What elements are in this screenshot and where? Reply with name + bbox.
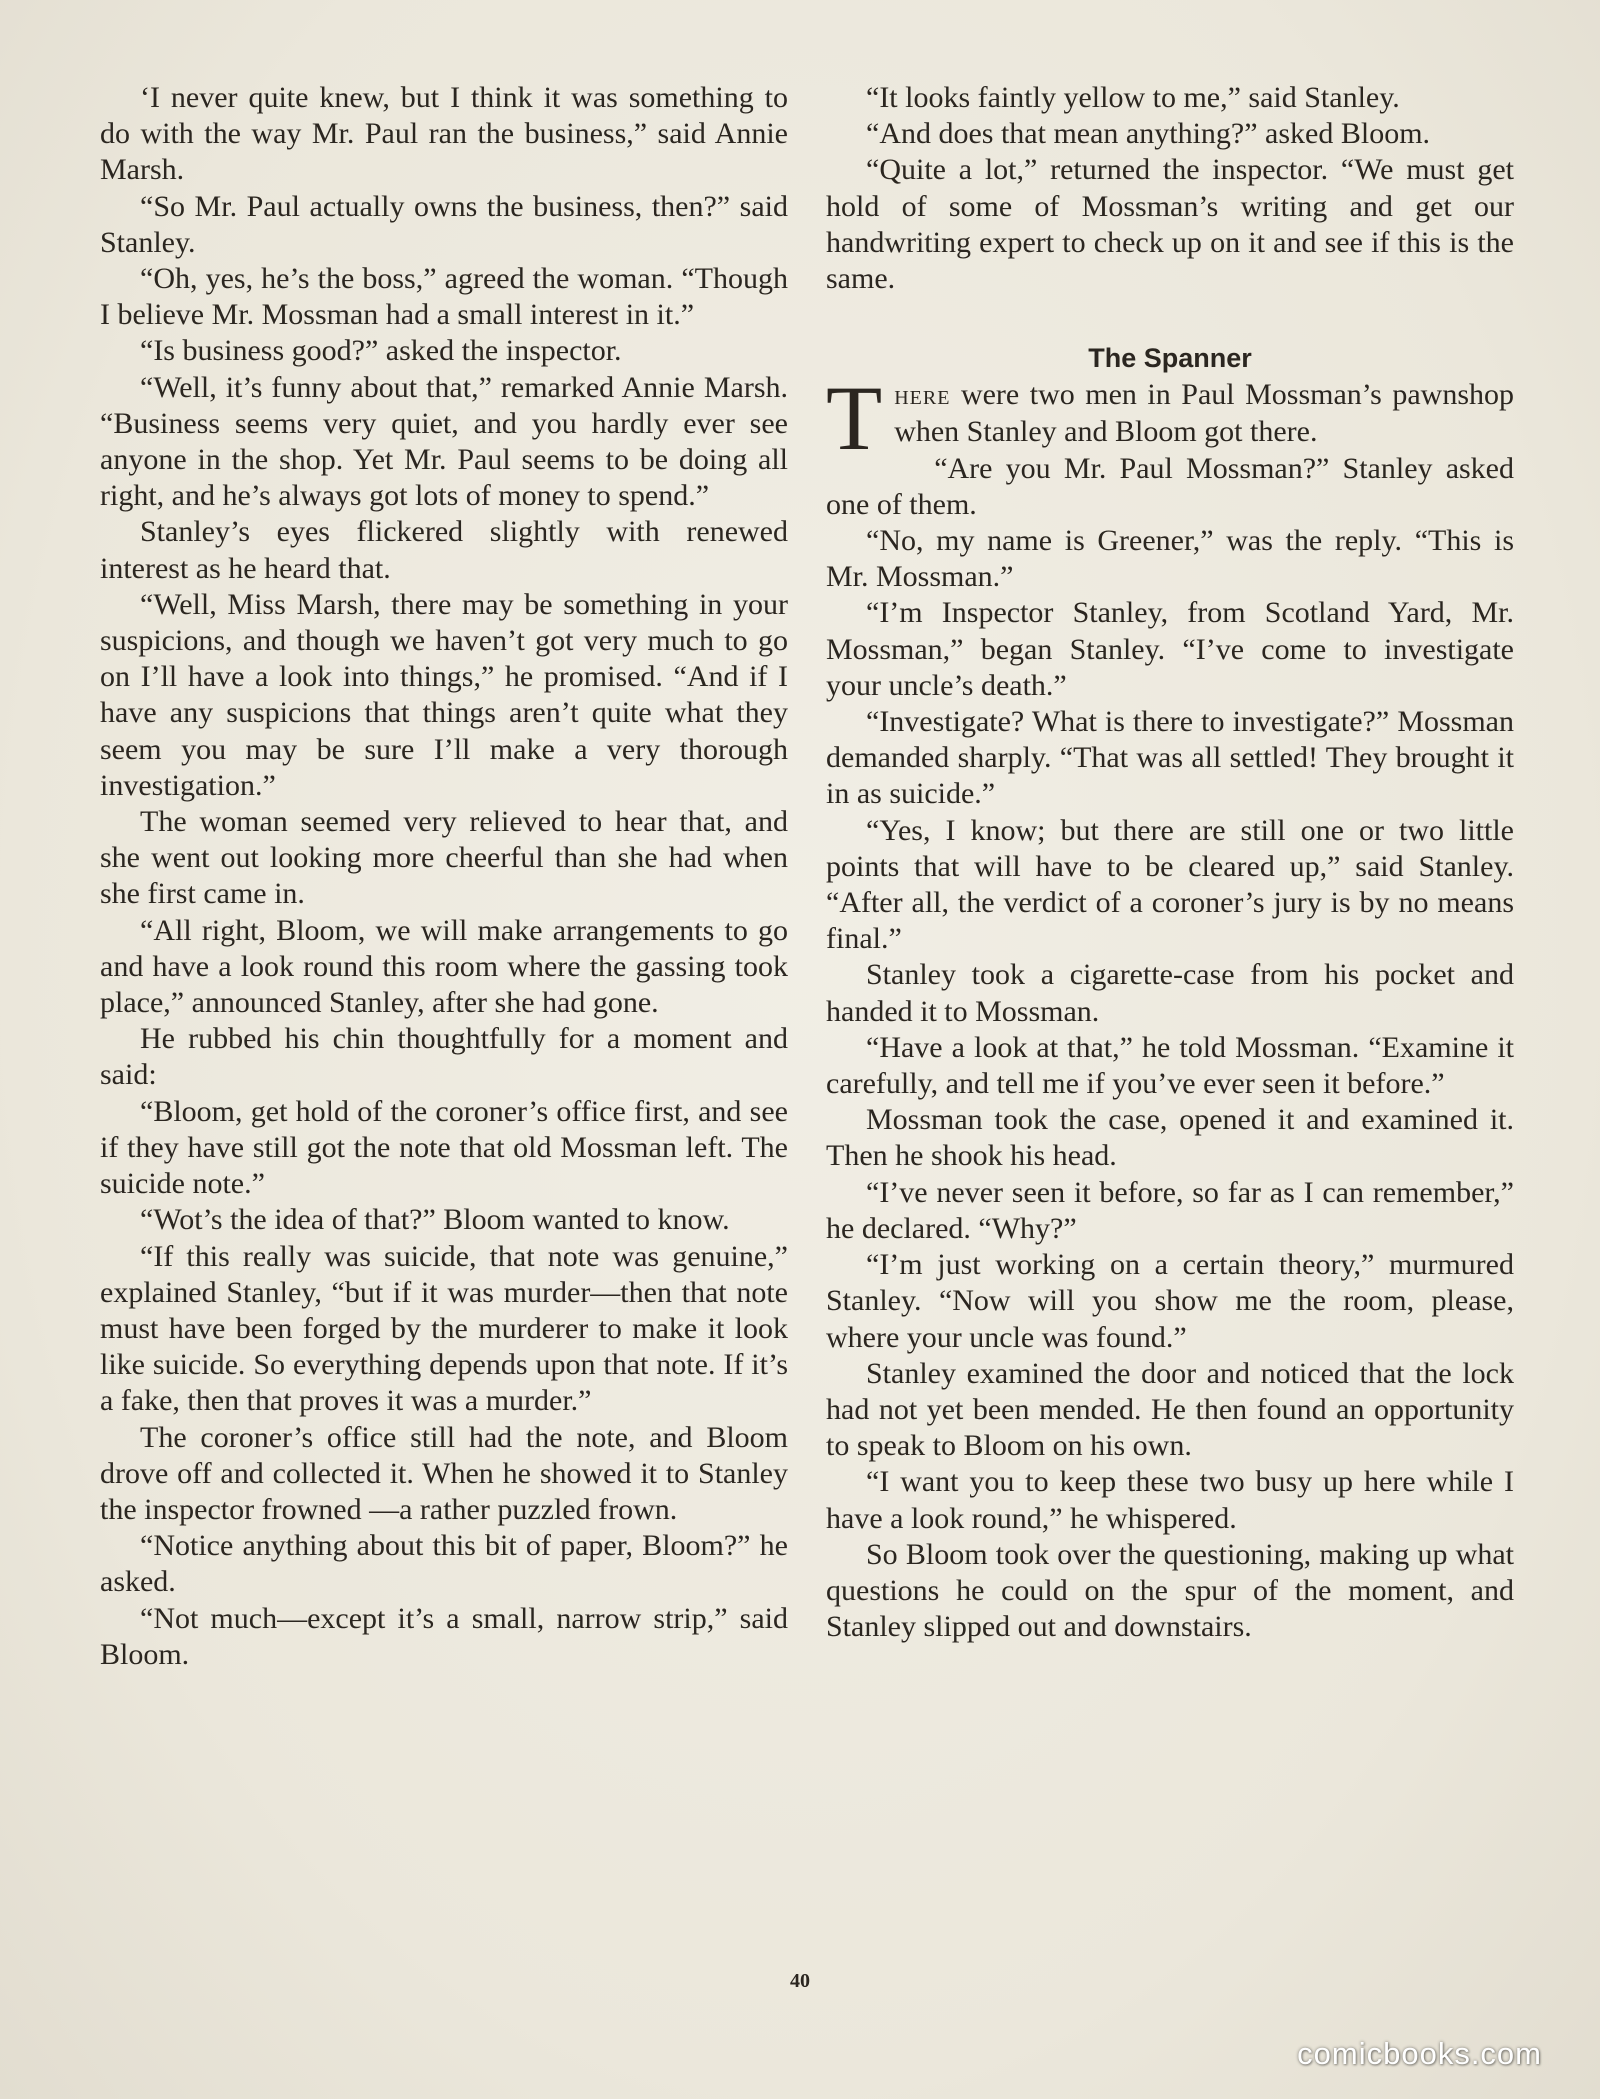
paragraph: “Well, it’s funny about that,” remarked Annie Marsh. “Business seems very quiet, and you hardly ever see anyone in the shop. Yet Mr. Paul seems to be doing all right, and he’s always got lots of money to spend.” — [100, 370, 788, 513]
paragraph: ‘I never quite knew, but I think it was something to do with the way Mr. Paul ran the business,” said Annie Marsh. — [100, 81, 788, 187]
paragraph: “I’m just working on a certain theory,” murmured Stanley. “Now will you show me the room, please, where your uncle was found.” — [826, 1248, 1514, 1354]
page-number: 40 — [790, 1970, 810, 1992]
paragraph: “Have a look at that,” he told Mossman. “Examine it carefully, and tell me if you’ve ever seen it before.” — [826, 1030, 1514, 1101]
section-heading: The Spanner — [1088, 343, 1252, 374]
paragraph: Stanley examined the door and noticed that the lock had not yet been mended. He then found an opportunity to speak to Bloom on his own. — [826, 1356, 1514, 1463]
drop-cap-letter: T — [826, 367, 883, 470]
paragraph: “Oh, yes, he’s the boss,” agreed the woman. “Though I believe Mr. Mossman had a small interest in it.” — [100, 262, 788, 332]
paragraph: “It looks faintly yellow to me,” said Stanley. — [866, 81, 1400, 114]
paragraph: “I’m Inspector Stanley, from Scotland Yard, Mr. Mossman,” began Stanley. “I’ve come to investigate your uncle’s death.” — [826, 596, 1514, 702]
paragraph: Mossman took the case, opened it and examined it. Then he shook his head. — [826, 1103, 1514, 1173]
paragraph: “I’ve never seen it before, so far as I can remember,” he declared. “Why?” — [826, 1175, 1514, 1245]
paragraph: “Yes, I know; but there are still one or two little points that will have to be cleared up,” said Stanley. “After all, the verdict of a coroner’s jury is by no means final.” — [826, 813, 1514, 956]
left-column — [100, 80, 788, 1673]
paragraph: “Notice anything about this bit of paper, Bloom?” he asked. — [100, 1529, 788, 1599]
paragraph: “I want you to keep these two busy up here while I have a look round,” he whispered. — [826, 1465, 1514, 1535]
small-caps-word: here — [894, 380, 951, 412]
paragraph: Stanley took a cigarette-case from his pocket and handed it to Mossman. — [826, 958, 1514, 1028]
paragraph: “Well, Miss Marsh, there may be something in your suspicions, and though we haven’t got very much to go on I’ll have a look into things,” he promised. “And if I have any suspicions that things aren’t quite what they seem you may be sure I’ll make a very thorough investigation.” — [100, 587, 788, 802]
paragraph: “No, my name is Greener,” was the reply. “This is Mr. Mossman.” — [826, 524, 1514, 594]
paragraph: “Wot’s the idea of that?” Bloom wanted to know. — [140, 1203, 730, 1237]
paragraph: “Is business good?” asked the inspector. — [140, 334, 622, 368]
dropcap-paragraph — [826, 367, 1514, 470]
paragraph: “Bloom, get hold of the coroner’s office first, and see if they have still got the note that old Mossman left. The suicide note.” — [100, 1094, 788, 1201]
paragraph: “If this really was suicide, that note was genuine,” explained Stanley, “but if it was murder—then that note must have been forged by the murderer to make it look like suicide. So everything depends upon that note. If it’s a fake, then that proves it was a murder.” — [100, 1239, 788, 1418]
paragraph: “Not much—except it’s a small, narrow strip,” said Bloom. — [100, 1601, 788, 1671]
paragraph: The coroner’s office still had the note, and Bloom drove off and collected it. When he showed it to Stanley the inspector frowned —a rather puzzled frown. — [100, 1420, 788, 1526]
paragraph: “So Mr. Paul actually owns the business, then?” said Stanley. — [100, 189, 788, 259]
paragraph: The woman seemed very relieved to hear that, and she went out looking more cheerful than she had when she first came in. — [100, 805, 788, 911]
paragraph: “Quite a lot,” returned the inspector. “We must get hold of some of Mossman’s writing and get our handwriting expert to check up on it and see if this is the same. — [826, 153, 1514, 296]
paragraph: So Bloom took over the questioning, making up what questions he could on the spur of the moment, and Stanley slipped out and downstairs. — [826, 1537, 1514, 1644]
dropcap-paragraph-text: were two men in Paul Mossman’s pawnshop when Stanley and Bloom got there. — [894, 378, 1514, 449]
watermark: comicbooks.com — [1297, 2036, 1542, 2071]
paragraph: “Are you Mr. Paul Mossman?” Stanley asked one of them. — [826, 451, 1514, 521]
paragraph: “Investigate? What is there to investigate?” Mossman demanded sharply. “That was all settled! They brought it in as suicide.” — [826, 705, 1514, 811]
right-column — [826, 80, 1514, 1645]
paragraph: Stanley’s eyes flickered slightly with renewed interest as he heard that. — [100, 515, 788, 585]
paragraph: “And does that mean anything?” asked Bloom. — [866, 117, 1431, 151]
paragraph: He rubbed his chin thoughtfully for a moment and said: — [100, 1022, 788, 1092]
paragraph: “All right, Bloom, we will make arrangements to go and have a look round this room where the gassing took place,” announced Stanley, after she had gone. — [100, 913, 788, 1020]
